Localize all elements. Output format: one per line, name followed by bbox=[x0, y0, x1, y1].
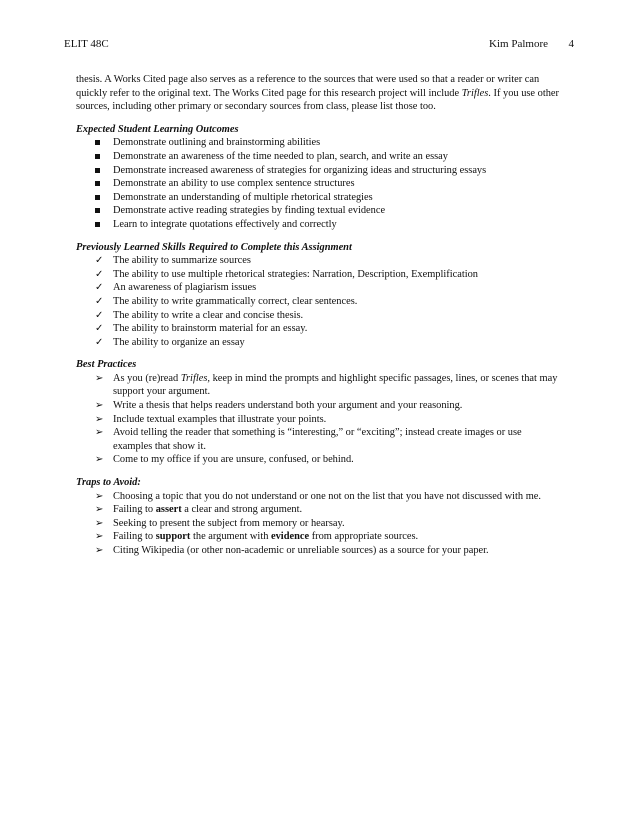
arrow-bullet-icon: ➢ bbox=[95, 413, 104, 425]
arrow-bullet-icon: ➢ bbox=[95, 545, 104, 556]
list-item: ✓ The ability to organize an essay bbox=[95, 336, 245, 348]
arrow-bullet-icon: ➢ bbox=[95, 490, 104, 502]
square-bullet-icon bbox=[95, 222, 100, 227]
list-item: ➢ Failing to assert a clear and strong argument. bbox=[95, 504, 303, 516]
list-item: ➢ Failing to support the argument with evidence from appropriate sources. bbox=[95, 531, 419, 543]
list-item: Demonstrate increased awareness of strategies for organizing ideas and structuring essays bbox=[76, 164, 560, 178]
outcomes-heading: Expected Student Learning Outcomes bbox=[76, 123, 239, 135]
square-bullet-icon bbox=[95, 195, 100, 200]
square-bullet-icon bbox=[95, 140, 100, 145]
arrow-bullet-icon: ➢ bbox=[95, 517, 104, 529]
checkmark-icon: ✓ bbox=[95, 255, 104, 267]
list-item: ➢ Seeking to present the subject from memory or hearsay. bbox=[95, 517, 345, 529]
list-item: Demonstrate outlining and brainstorming abilities bbox=[76, 136, 560, 150]
list-item: Demonstrate an awareness of the time needed to plan, search, and write an essay bbox=[76, 150, 560, 164]
square-bullet-icon bbox=[95, 168, 100, 173]
list-item: ✓ The ability to use multiple rhetorical strategies: Narration, Description, Exemplification bbox=[95, 268, 479, 280]
arrow-bullet-icon: ➢ bbox=[95, 504, 104, 516]
skills-heading: Previously Learned Skills Required to Complete this Assignment bbox=[76, 241, 352, 253]
checkmark-icon: ✓ bbox=[95, 309, 104, 321]
checkmark-icon: ✓ bbox=[95, 268, 104, 280]
list-item: ✓ The ability to write a clear and concise thesis. bbox=[95, 309, 304, 321]
list-item: ➢ As you (re)read Trifles, keep in mind the prompts and highlight specific passages, lines, or scenes that may support your argument. bbox=[95, 372, 558, 398]
course-code: ELIT 48C bbox=[64, 38, 109, 50]
list-item: ➢ Avoid telling the reader that something is “interesting,” or “exciting”; instead create images or use examples that show it. bbox=[95, 427, 522, 452]
list-item: Demonstrate an ability to use complex sentence structures bbox=[76, 177, 560, 191]
arrow-bullet-icon: ➢ bbox=[95, 427, 104, 439]
document-body bbox=[76, 73, 560, 558]
checkmark-icon: ✓ bbox=[95, 282, 104, 294]
arrow-bullet-icon: ➢ bbox=[95, 400, 104, 412]
list-item: ✓ The ability to summarize sources bbox=[95, 255, 251, 267]
square-bullet-icon bbox=[95, 181, 100, 186]
list-item: ➢ Include textual examples that illustrate your points. bbox=[95, 413, 327, 425]
arrow-bullet-icon: ➢ bbox=[95, 531, 104, 543]
arrow-bullet-icon: ➢ bbox=[95, 454, 104, 466]
author-name: Kim Palmore bbox=[489, 38, 548, 50]
outcomes-list bbox=[76, 136, 560, 231]
square-bullet-icon bbox=[95, 208, 100, 213]
list-item: Demonstrate an understanding of multiple rhetorical strategies bbox=[76, 191, 560, 205]
traps-heading: Traps to Avoid: bbox=[76, 477, 141, 489]
arrow-bullet-icon: ➢ bbox=[95, 372, 104, 384]
list-item: ➢ Citing Wikipedia (or other non-academic or unreliable sources) as a source for your paper. bbox=[95, 545, 489, 556]
intro-paragraph: thesis. A Works Cited page also serves as a reference to the sources that were used so that a reader or writer can quickly refer to the original text. The Works Cited page for this research project will include Trifles. If you use other sources, including other primary or secondary sources from class, please list those too. bbox=[76, 74, 559, 113]
skills-list bbox=[76, 254, 560, 349]
list-item: ➢ Write a thesis that helps readers understand both your argument and your reasoning. bbox=[95, 400, 463, 412]
checkmark-icon: ✓ bbox=[95, 323, 104, 335]
traps-list bbox=[76, 490, 560, 558]
square-bullet-icon bbox=[95, 154, 100, 159]
best-practices-list bbox=[76, 372, 560, 467]
title-trifles: Trifles bbox=[461, 87, 489, 99]
list-item: Demonstrate active reading strategies by finding textual evidence bbox=[76, 204, 560, 218]
list-item: Learn to integrate quotations effectively and correctly bbox=[76, 218, 560, 232]
list-item: ✓ The ability to brainstorm material for an essay. bbox=[95, 323, 308, 335]
best-practices-heading: Best Practices bbox=[76, 359, 137, 371]
checkmark-icon: ✓ bbox=[95, 295, 104, 307]
list-item: ➢ Come to my office if you are unsure, confused, or behind. bbox=[95, 454, 354, 466]
list-item: ✓ An awareness of plagiarism issues bbox=[95, 282, 257, 294]
checkmark-icon: ✓ bbox=[95, 336, 104, 348]
list-item: ➢ Choosing a topic that you do not understand or one not on the list that you have not discussed with me. bbox=[95, 490, 541, 502]
page-number: 4 bbox=[568, 38, 574, 50]
list-item: ✓ The ability to write grammatically correct, clear sentences. bbox=[95, 295, 358, 307]
